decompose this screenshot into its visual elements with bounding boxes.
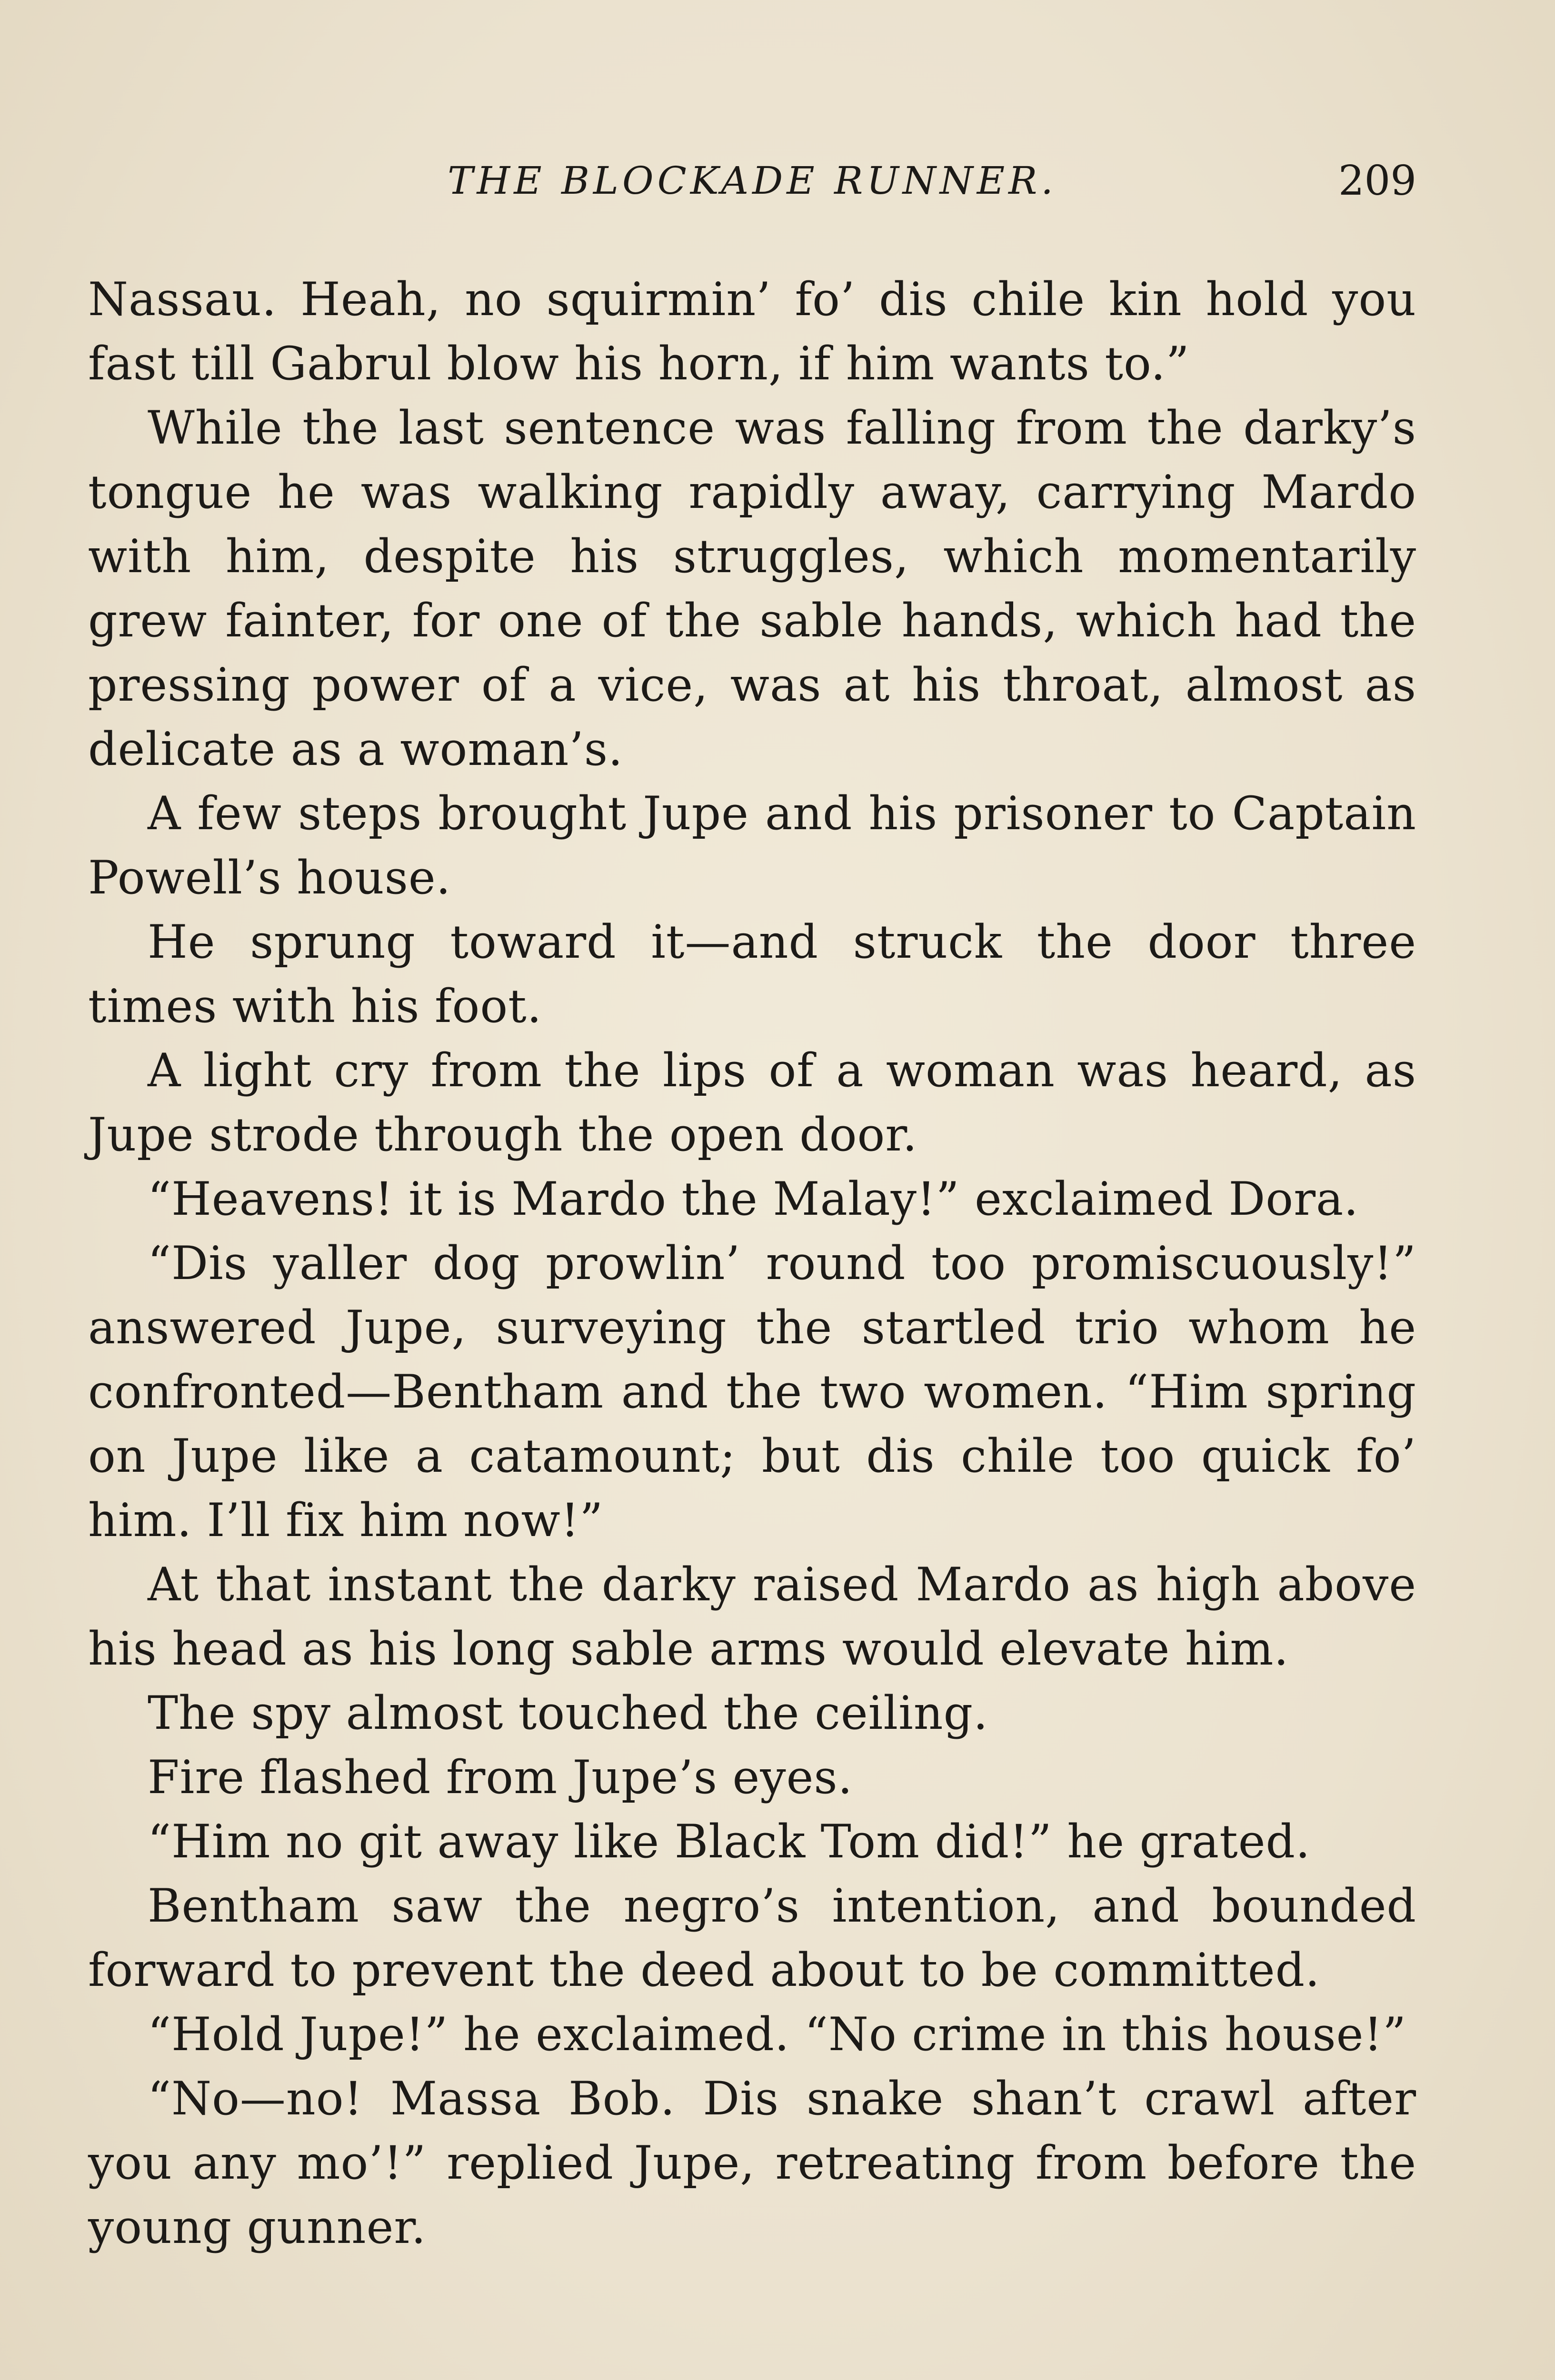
body-text <box>88 268 1416 2260</box>
paragraph-8: At that instant the darky raised Mardo as high above his head as his long sable arms would elevate him. <box>88 1558 1416 1676</box>
paragraph-7: “Dis yaller dog prowlin’ round too promiscuously!” answered Jupe, surveying the startled trio whom he confronted—Bentham and the two women. “Him spring on Jupe like a catamount; but dis chile too quick fo’ him. I’ll fix him now!” <box>88 1237 1416 1547</box>
paragraph-11: “Him no git away like Black Tom did!” he grated. <box>148 1815 1311 1868</box>
paragraph-13: “Hold Jupe!” he exclaimed. “No crime in this house!” <box>148 2008 1407 2061</box>
paragraph-6: “Heavens! it is Mardo the Malay!” exclaimed Dora. <box>148 1172 1359 1226</box>
paragraph-10: Fire flashed from Jupe’s eyes. <box>148 1751 853 1804</box>
running-head <box>88 148 1416 214</box>
paragraph-4: He sprung toward it—and struck the door three times with his foot. <box>88 915 1416 1033</box>
paragraph-3: A few steps brought Jupe and his prisoner to Captain Powell’s house. <box>88 787 1416 904</box>
page-number: 209 <box>1338 157 1416 205</box>
paragraph-14: “No—no! Massa Bob. Dis snake shan’t crawl after you any mo’!” replied Jupe, retreating from before the young gunner. <box>88 2072 1416 2254</box>
paragraph-12: Bentham saw the negro’s intention, and bounded forward to prevent the deed about to be committed. <box>88 1879 1416 1997</box>
paragraph-1: Nassau. Heah, no squirmin’ fo’ dis chile kin hold you fast till Gabrul blow his horn, if him wants to.” <box>88 273 1416 390</box>
paragraph-5: A light cry from the lips of a woman was heard, as Jupe strode through the open door. <box>88 1044 1416 1161</box>
paragraph-9: The spy almost touched the ceiling. <box>148 1686 988 1740</box>
running-title: THE BLOCKADE RUNNER. <box>448 159 1057 203</box>
paragraph-2: While the last sentence was falling from the darky’s tongue he was walking rapidly away, carrying Mardo with him, despite his struggles, which momentarily grew fainter, for one of the sable hands, which had the pressing power of a vice, was at his throat, almost as delicate as a woman’s. <box>88 401 1416 776</box>
